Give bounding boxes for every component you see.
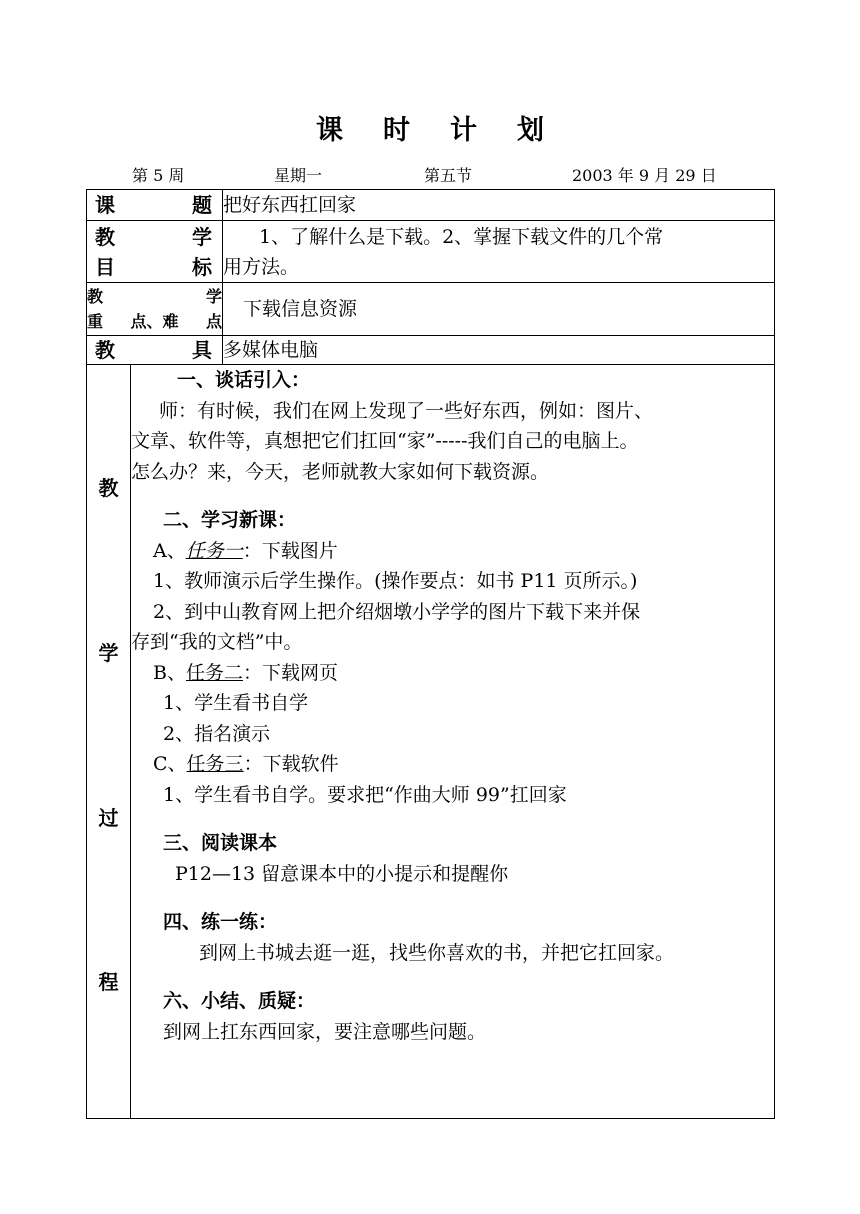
text-line: 1、学生看书自学 <box>163 692 309 714</box>
title-char: 课 <box>316 115 343 146</box>
task-a: A、任务一：下载图片 <box>153 539 338 562</box>
tools-value: 多媒体电脑 <box>223 336 775 365</box>
text-line: 师：有时候，我们在网上发现了一些好东西，例如：图片、 <box>159 399 654 422</box>
text-line: 文章、软件等，真想把它们扛回“家”-----我们自己的电脑上。 <box>131 430 639 452</box>
goal-row <box>87 221 775 283</box>
text-line: 到网上扛东西回家，要注意哪些问题。 <box>163 1020 487 1043</box>
section-heading: 四、练一练： <box>163 911 278 933</box>
text-line: 2、指名演示 <box>163 722 271 745</box>
focus-value: 下载信息资源 <box>223 283 775 336</box>
section-heading: 六、小结、质疑： <box>163 990 316 1012</box>
page-title <box>0 108 860 147</box>
process-content <box>131 365 775 1119</box>
week: 第 5 周 <box>132 166 185 185</box>
text-line: 2、到中山教育网上把介绍烟墩小学学的图片下载下来并保 <box>153 600 641 623</box>
process-row <box>87 365 775 1119</box>
title-char: 计 <box>450 115 477 146</box>
text-line: 1、学生看书自学。要求把“作曲大师 99”扛回家 <box>163 783 567 806</box>
text-line: 到网上书城去逛一逛，找些你喜欢的书，并把它扛回家。 <box>199 941 675 964</box>
goal-value: 1、了解什么是下载。2、掌握下载文件的几个常 用方法。 <box>223 221 775 283</box>
title-char: 划 <box>517 115 544 146</box>
task-c: C、任务三：下载软件 <box>153 753 339 775</box>
lesson-plan-table <box>86 189 775 1119</box>
task-b: B、任务二：下载网页 <box>153 661 338 684</box>
date: 2003 年 9 月 29 日 <box>572 166 717 185</box>
focus-label: 教 学 重 点、难 点 <box>87 283 223 336</box>
period: 第五节 <box>424 166 473 185</box>
text-line: 1、教师演示后学生操作。(操作要点：如书 P11 页所示。) <box>153 570 638 592</box>
topic-label: 课 题 <box>87 190 223 221</box>
text-line: 怎么办？来，今天，老师就教大家如何下载资源。 <box>131 460 550 483</box>
section-heading: 一、谈话引入： <box>177 369 311 391</box>
goal-label: 教 学 目 标 <box>87 221 223 283</box>
tools-row <box>87 336 775 365</box>
section-heading: 三、阅读课本 <box>163 832 278 854</box>
text-line: P12—13 留意课本中的小提示和提醒你 <box>175 862 509 885</box>
focus-row <box>87 283 775 336</box>
section-heading: 二、学习新课： <box>163 509 297 531</box>
weekday: 星期一 <box>274 166 323 185</box>
title-char: 时 <box>383 115 410 146</box>
process-label: 教 学 过 程 <box>87 365 131 1119</box>
text-line: 存到“我的文档”中。 <box>131 631 303 653</box>
tools-label: 教 具 <box>87 336 223 365</box>
topic-value: 把好东西扛回家 <box>223 190 775 221</box>
topic-row <box>87 190 775 221</box>
